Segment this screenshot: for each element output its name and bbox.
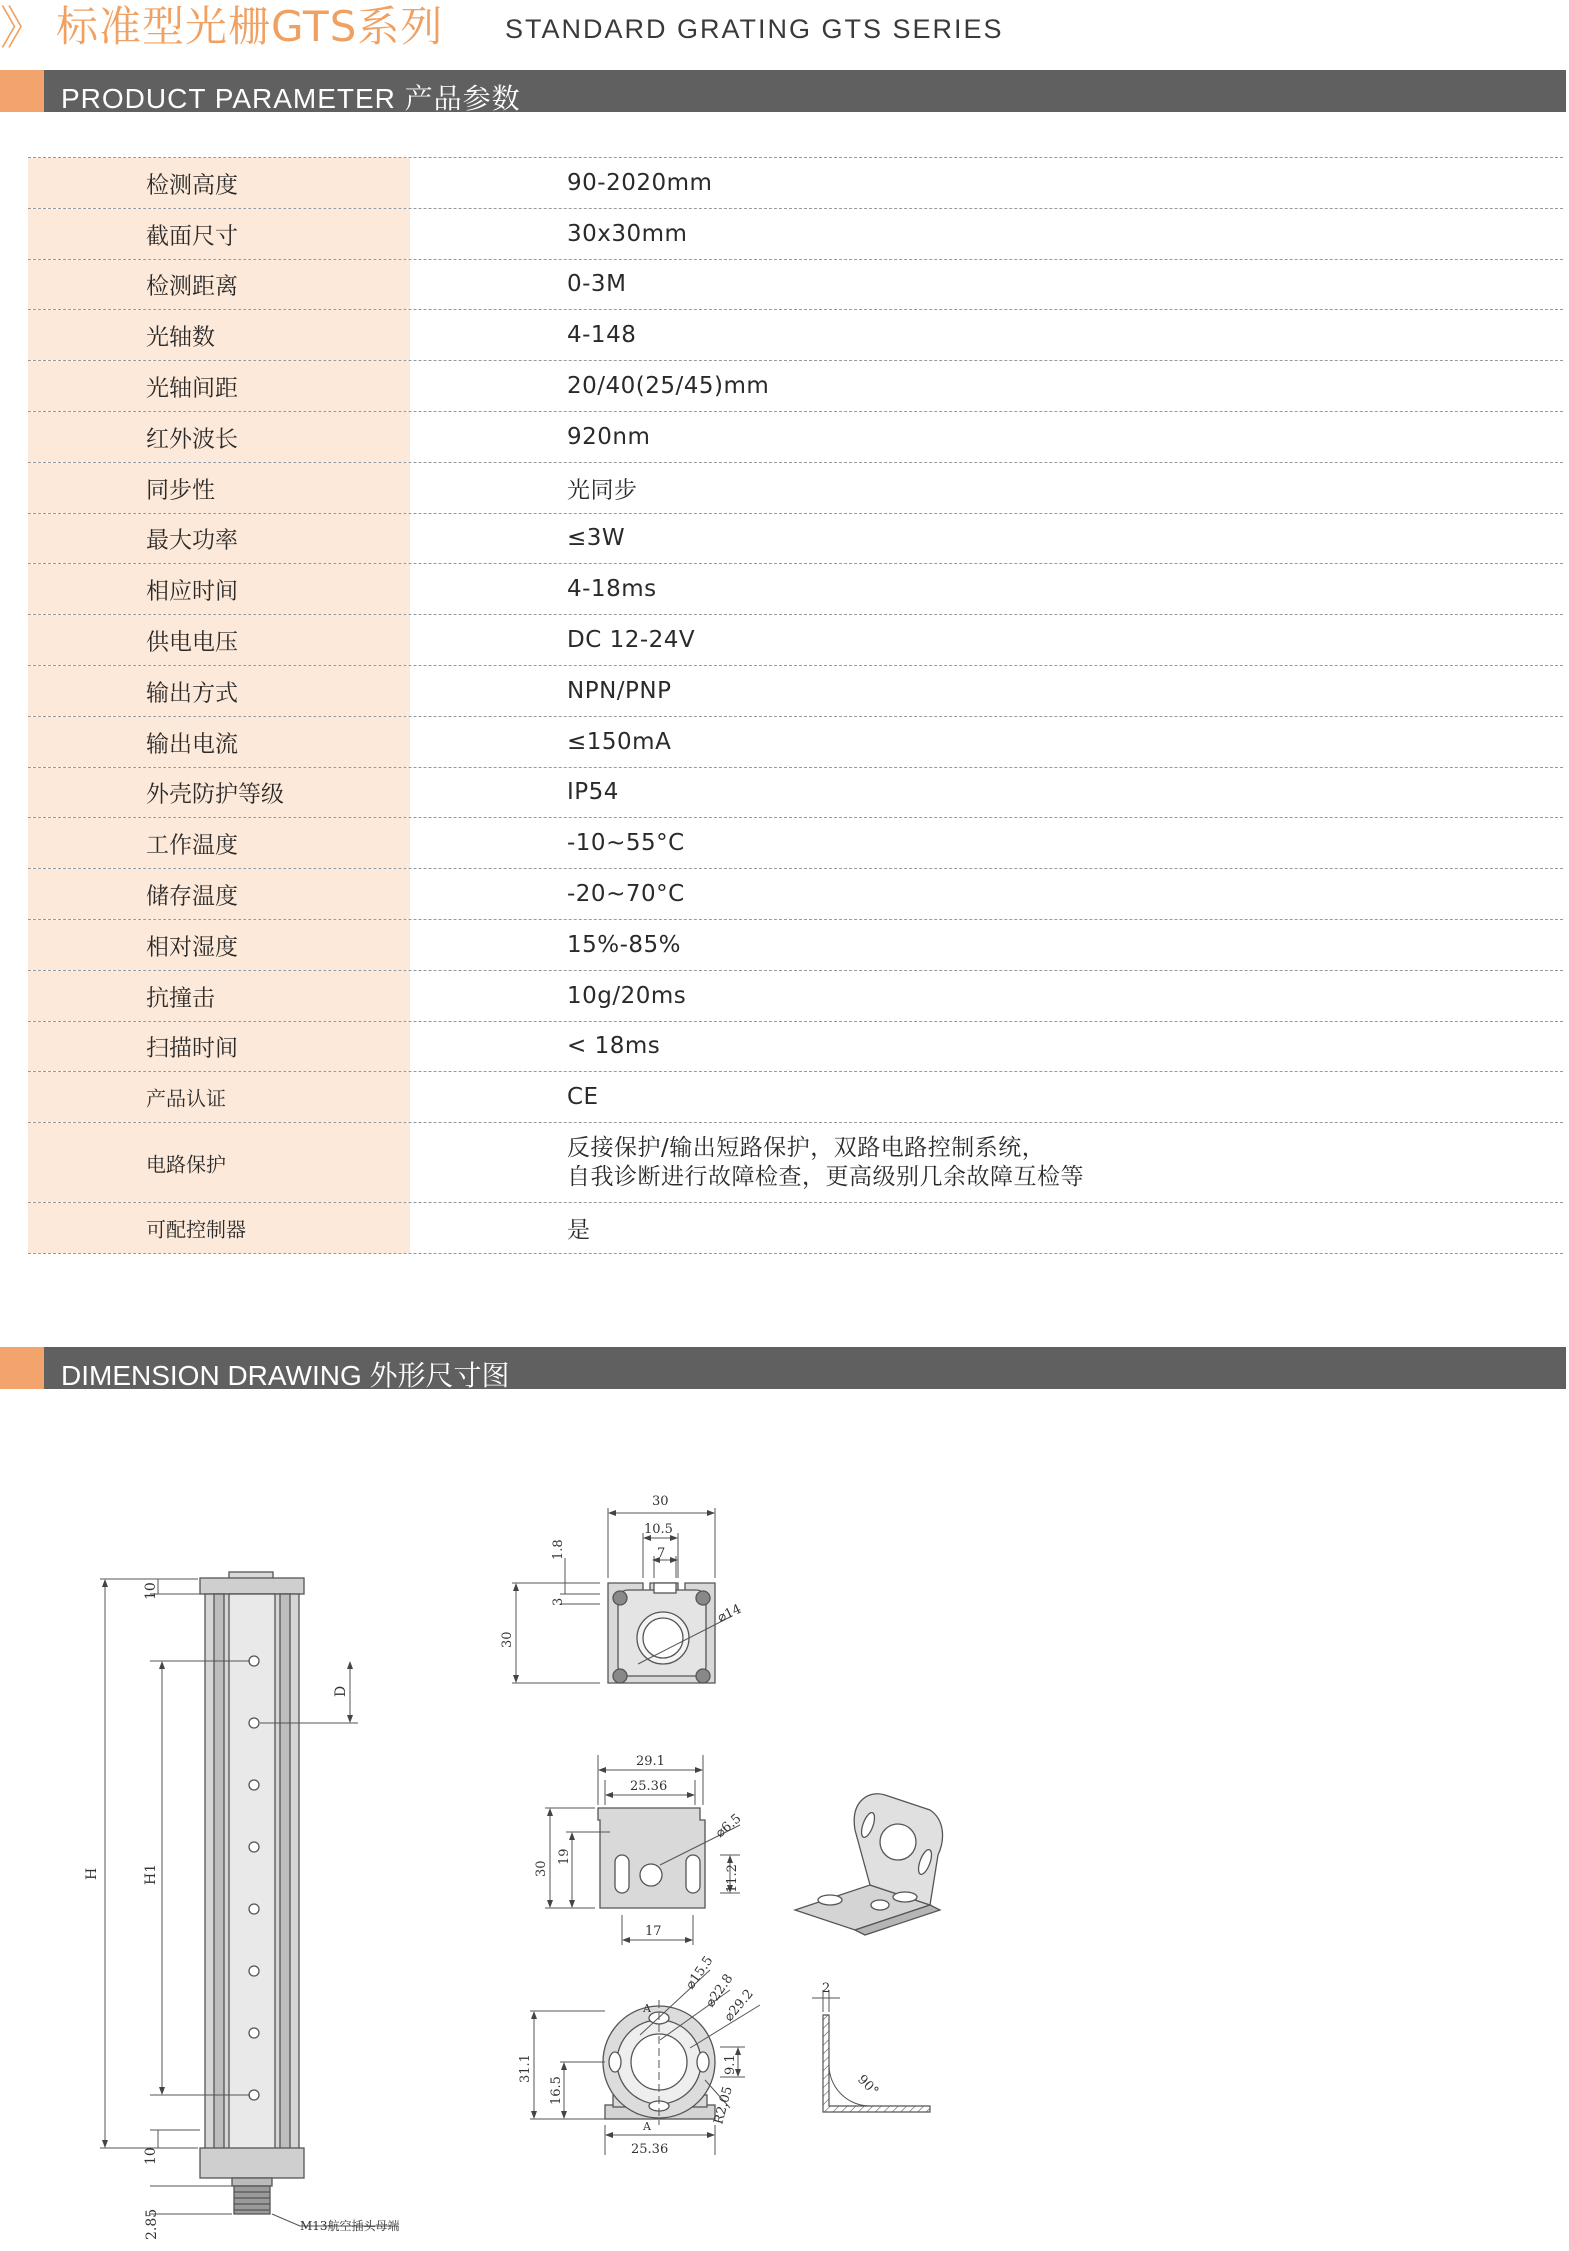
parameter-label-cell xyxy=(28,768,410,818)
series-title-en: STANDARD GRATING GTS SERIES xyxy=(505,14,1004,44)
dim-sec-d1: 1.8 xyxy=(551,1539,566,1560)
parameter-value: -20~70°C xyxy=(567,881,685,908)
parameter-label: 检测距离 xyxy=(146,273,238,300)
parameter-row xyxy=(28,1072,1563,1123)
parameter-value: 是 xyxy=(567,1217,591,1244)
parameter-value: 4-148 xyxy=(567,322,637,349)
dim-fl-r3: ⌀29.2 xyxy=(721,1986,757,2025)
parameter-label-cell xyxy=(28,1123,410,1202)
parameter-value-line: 自我诊断进行故障检查，更高级别几余故障互检等 xyxy=(567,1163,1084,1190)
connector-label: M13航空插头母端 xyxy=(300,2219,400,2233)
parameter-row xyxy=(28,615,1563,666)
parameter-row xyxy=(28,717,1563,768)
parameter-row xyxy=(28,361,1563,412)
parameter-value-cell xyxy=(410,1203,1563,1253)
parameter-value: 30x30mm xyxy=(567,220,688,247)
parameter-value-cell xyxy=(410,564,1563,614)
angle-labels xyxy=(822,1981,881,2099)
parameter-row xyxy=(28,920,1563,971)
parameter-row xyxy=(28,412,1563,463)
parameter-label: 输出方式 xyxy=(146,680,238,707)
parameter-value: < 18ms xyxy=(567,1033,661,1060)
angle-section-view xyxy=(823,2015,930,2112)
parameter-value: ≤3W xyxy=(567,525,626,552)
dim-label-H: H xyxy=(84,1867,100,1880)
dim-sec-w: 30 xyxy=(652,1494,669,1509)
dim-fl-r2: ⌀22.8 xyxy=(702,1971,737,2011)
chevron-icon: 》 xyxy=(0,1,46,55)
dim-br-slot: 11.2 xyxy=(725,1864,740,1893)
parameter-value-cell xyxy=(410,260,1563,310)
parameter-label-cell xyxy=(28,463,410,513)
parameter-value-cell xyxy=(410,920,1563,970)
parameter-value: 4-18ms xyxy=(567,576,657,603)
parameter-row xyxy=(28,666,1563,717)
parameter-value: 10g/20ms xyxy=(567,982,687,1009)
parameter-label-cell xyxy=(28,564,410,614)
parameter-value-cell xyxy=(410,768,1563,818)
parameter-label: 最大功率 xyxy=(146,527,238,554)
parameter-label-cell xyxy=(28,920,410,970)
dimension-drawing xyxy=(0,1400,1569,2247)
parameter-row xyxy=(28,1123,1563,1203)
parameter-value: ≤150mA xyxy=(567,728,672,755)
parameter-label-cell xyxy=(28,615,410,665)
parameter-value-cell xyxy=(410,1072,1563,1122)
parameter-value: IP54 xyxy=(567,779,619,806)
section-bar-drawing xyxy=(0,1347,1566,1389)
parameter-label: 截面尺寸 xyxy=(146,223,238,250)
parameter-value: 90-2020mm xyxy=(567,169,713,196)
parameter-value: 0-3M xyxy=(567,271,627,298)
parameter-value: 15%-85% xyxy=(567,931,682,958)
dim-br-w2: 25.36 xyxy=(630,1779,668,1794)
drawing-svg xyxy=(0,1400,1569,2247)
parameter-value-cell xyxy=(410,463,1563,513)
parameter-value-cell xyxy=(410,818,1563,868)
parameter-label: 红外波长 xyxy=(146,426,238,453)
parameter-label: 同步性 xyxy=(146,477,215,504)
parameter-row xyxy=(28,514,1563,565)
dim-label-top: 10 xyxy=(143,1582,159,1600)
parameter-label: 电路保护 xyxy=(146,1152,226,1177)
parameter-value-line: 反接保护/输出短路保护，双路电路控制系统， xyxy=(567,1134,1046,1161)
parameter-label-cell xyxy=(28,869,410,919)
parameter-label: 工作温度 xyxy=(146,832,238,859)
section-bar-parameters xyxy=(0,70,1566,112)
parameter-value: 光同步 xyxy=(567,477,638,504)
parameter-row xyxy=(28,1203,1563,1254)
parameter-row xyxy=(28,1022,1563,1073)
dim-br-h1: 30 xyxy=(534,1860,549,1877)
parameter-row xyxy=(28,564,1563,615)
parameter-value: DC 12-24V xyxy=(567,627,696,654)
dim-fl-h2: 16.5 xyxy=(549,2076,564,2105)
parameter-row xyxy=(28,310,1563,361)
dim-br-hole: ⌀6.5 xyxy=(712,1811,745,1842)
parameter-label-cell xyxy=(28,209,410,259)
parameter-label: 可配控制器 xyxy=(146,1217,246,1242)
dim-angle-t: 2 xyxy=(822,1981,831,1996)
section-title-drawing: DIMENSION DRAWING 外形尺寸图 xyxy=(61,1360,510,1391)
dim-label-bottom: 10 xyxy=(143,2147,159,2165)
parameter-value: 920nm xyxy=(567,423,651,450)
parameter-value-cell xyxy=(410,1123,1563,1202)
parameter-value-cell xyxy=(410,158,1563,208)
parameter-value-cell xyxy=(410,717,1563,767)
parameter-row xyxy=(28,463,1563,514)
bracket-front-view xyxy=(598,1808,705,1908)
dim-br-h2: 19 xyxy=(557,1848,572,1865)
parameter-label-cell xyxy=(28,514,410,564)
page-header xyxy=(0,0,1569,60)
series-title-cn: 标准型光栅GTS系列 xyxy=(56,2,444,51)
parameter-value-cell xyxy=(410,514,1563,564)
parameter-row xyxy=(28,971,1563,1022)
section-accent xyxy=(0,70,44,112)
parameter-row xyxy=(28,818,1563,869)
parameter-label: 产品认证 xyxy=(146,1086,226,1111)
parameter-row xyxy=(28,869,1563,920)
parameter-value-cell xyxy=(410,1022,1563,1072)
parameter-value-cell xyxy=(410,361,1563,411)
dim-sec-w3: 7 xyxy=(657,1546,666,1561)
dim-sec-w2: 10.5 xyxy=(644,1522,673,1537)
dim-sec-d2: 3 xyxy=(551,1597,566,1606)
parameter-label-cell xyxy=(28,1022,410,1072)
parameter-label-cell xyxy=(28,971,410,1021)
parameter-value-cell xyxy=(410,666,1563,716)
dim-fl-r1: ⌀15.5 xyxy=(682,1953,717,1993)
parameter-value-cell xyxy=(410,615,1563,665)
parameter-label-cell xyxy=(28,666,410,716)
dim-sec-hole: ⌀14 xyxy=(715,1601,744,1626)
dim-fl-h3: 9.1 xyxy=(723,2054,738,2075)
parameter-label: 供电电压 xyxy=(146,629,238,656)
parameter-value: NPN/PNP xyxy=(567,677,672,704)
parameter-table xyxy=(28,157,1563,1254)
parameter-label: 光轴间距 xyxy=(146,375,238,402)
parameter-row xyxy=(28,768,1563,819)
parameter-label: 相对湿度 xyxy=(146,934,238,961)
dim-label-H1: H1 xyxy=(143,1863,159,1885)
parameter-value: CE xyxy=(567,1084,599,1111)
parameter-label: 相应时间 xyxy=(146,578,238,605)
parameter-label: 储存温度 xyxy=(146,883,238,910)
parameter-label-cell xyxy=(28,412,410,462)
parameter-label-cell xyxy=(28,1203,410,1253)
parameter-label-cell xyxy=(28,158,410,208)
parameter-row xyxy=(28,158,1563,209)
parameter-label: 光轴数 xyxy=(146,324,215,351)
parameter-label-cell xyxy=(28,310,410,360)
dim-fl-w: 25.36 xyxy=(631,2142,669,2157)
section-title-parameters: PRODUCT PARAMETER 产品参数 xyxy=(61,83,521,114)
parameter-label: 检测高度 xyxy=(146,172,238,199)
parameter-row xyxy=(28,209,1563,260)
parameter-row xyxy=(28,260,1563,311)
parameter-label-cell xyxy=(28,717,410,767)
section-mark-bottom: A xyxy=(643,2120,651,2133)
dim-br-bottom: 17 xyxy=(645,1924,662,1939)
dim-label-D: D xyxy=(333,1685,349,1697)
section-mark-top: A xyxy=(643,2002,651,2015)
parameter-label-cell xyxy=(28,361,410,411)
parameter-label: 扫描时间 xyxy=(146,1035,238,1062)
parameter-label-cell xyxy=(28,260,410,310)
parameter-label: 外壳防护等级 xyxy=(146,781,284,808)
parameter-label-cell xyxy=(28,818,410,868)
section-accent xyxy=(0,1347,44,1389)
parameter-label: 输出电流 xyxy=(146,731,238,758)
parameter-value-cell xyxy=(410,869,1563,919)
dim-br-w1: 29.1 xyxy=(636,1754,665,1769)
parameter-value: 20/40(25/45)mm xyxy=(567,373,770,400)
parameter-value-cell xyxy=(410,209,1563,259)
bracket-iso-view xyxy=(795,1794,943,1935)
parameter-label: 抗撞击 xyxy=(146,985,215,1012)
parameter-value-cell xyxy=(410,412,1563,462)
parameter-value xyxy=(567,1134,1084,1192)
parameter-value-cell xyxy=(410,310,1563,360)
dim-fl-rad: R2.05 xyxy=(711,2084,736,2127)
parameter-value-cell xyxy=(410,971,1563,1021)
parameter-value: -10~55°C xyxy=(567,830,685,857)
dim-sec-h: 30 xyxy=(500,1631,515,1648)
dim-angle-deg: 90° xyxy=(854,2072,882,2100)
dim-fl-h1: 31.1 xyxy=(518,2054,533,2083)
profile-view xyxy=(200,1572,304,2214)
dim-label-plug: 2.85 xyxy=(144,2208,160,2240)
parameter-label-cell xyxy=(28,1072,410,1122)
